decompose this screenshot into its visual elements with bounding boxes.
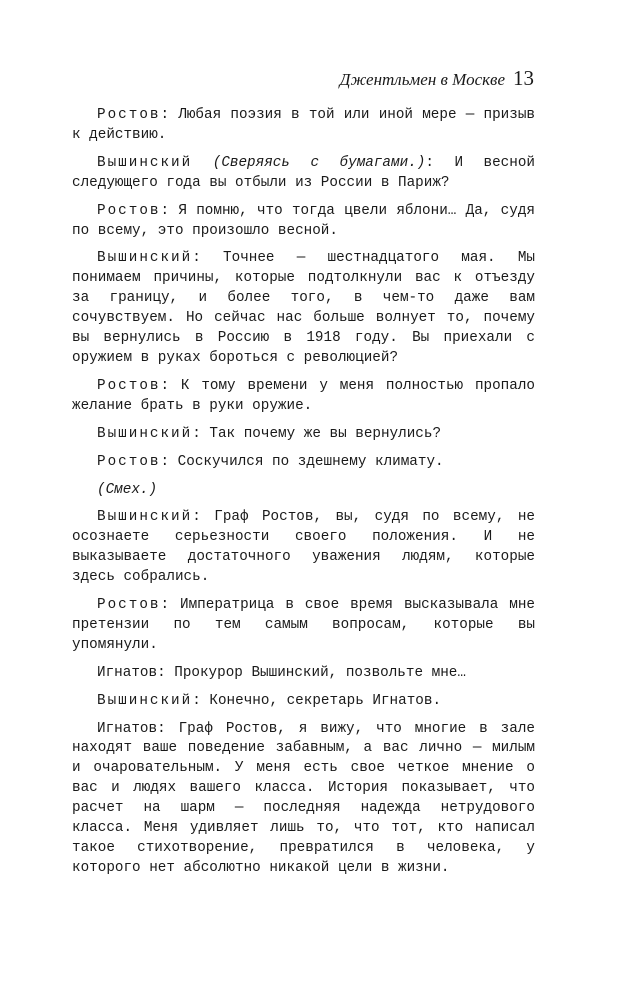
speech-text: Я помню, что тогда цвели яблони… Да, судя по всему, это произошло весной. <box>72 202 535 239</box>
speaker-name: Вышинский <box>97 425 193 442</box>
speaker-name: Игнатов <box>97 664 158 681</box>
stage-direction: (Сверяясь с бумагами.) <box>212 154 426 171</box>
separator: : <box>192 250 224 267</box>
speech-text: Соскучился по здешнему климату. <box>177 453 444 470</box>
separator: : <box>160 377 181 394</box>
running-head <box>340 66 534 96</box>
paragraph <box>72 106 535 146</box>
running-head-title: Джентльмен в Москве <box>339 70 505 89</box>
paragraph <box>72 720 535 879</box>
speaker-name: Вышинский <box>97 509 193 526</box>
speaker-name: Ростов <box>97 377 161 394</box>
separator: : <box>157 664 175 681</box>
speech-text: К тому времени у меня полностью пропало желание брать в руки оружие. <box>72 377 535 414</box>
stage-direction: (Смех.) <box>97 481 158 498</box>
paragraph <box>72 249 535 368</box>
paragraph <box>72 664 535 684</box>
speech-text: Любая поэзия в той или иной мере — призыв к действию. <box>72 107 535 143</box>
speaker-name: Вышинский <box>97 692 193 709</box>
speaker-name: Ростов <box>97 202 161 219</box>
paragraph <box>72 596 535 656</box>
separator: : <box>425 154 455 171</box>
speech-text: Конечно, секретарь Игнатов. <box>209 692 442 709</box>
speech-text: Так почему же вы вернулись? <box>209 425 442 442</box>
paragraph <box>72 202 535 242</box>
speaker-name: Вышинский <box>97 154 193 171</box>
speaker-name: Ростов <box>97 597 161 614</box>
speaker-name: Игнатов <box>97 720 158 737</box>
speech-text: И весной следующего года вы отбыли из России в Париж? <box>72 154 535 191</box>
separator: : <box>160 597 181 614</box>
paragraph <box>72 425 535 445</box>
paragraph <box>72 508 535 588</box>
speaker-name: Ростов <box>97 107 161 123</box>
separator: : <box>192 425 210 442</box>
transcript-text <box>72 106 535 879</box>
paragraph <box>72 692 535 712</box>
speech-text: Точнее — шестнадцатого мая. Мы понимаем причины, которые подтолкнули вас к отъезду за границу, и более того, в чем-то даже вам сочувствуем. Но сейчас нас больше волнует то, почему вы вернулись в Россию в 1918 году. Вы приехали с оружием в руках бороться с революцией? <box>72 250 535 366</box>
paragraph <box>72 154 535 194</box>
separator: : <box>160 202 179 219</box>
separator: : <box>160 107 179 123</box>
separator: : <box>157 720 179 737</box>
page-number: 13 <box>513 66 534 90</box>
paragraph <box>72 453 535 473</box>
speaker-name: Ростов <box>97 453 161 470</box>
separator: : <box>160 453 178 470</box>
speech-text: Императрица в свое время высказывала мне претензии по тем самым вопросам, которые вы упомянули. <box>72 597 535 653</box>
separator: : <box>192 692 210 709</box>
speech-text: Граф Ростов, вы, судя по всему, не осознаете серьезности своего положения. И не выказываете достаточного уважения людям, которые здесь собрались. <box>72 509 535 586</box>
speaker-name: Вышинский <box>97 250 193 267</box>
paragraph <box>72 481 535 501</box>
paragraph <box>72 377 535 417</box>
speech-text: Граф Ростов, я вижу, что многие в зале находят ваше поведение забавным, а вас лично — милым и очаровательным. У меня есть свое четкое мнение о вас и людях вашего класса. История показывает, что расчет на шарм — последняя надежда нетрудового класса. Меня удивляет лишь то, что тот, кто написал такое стихотворение, превратился в человека, у которого нет абсолютно никакой цели в жизни. <box>72 720 535 876</box>
speech-text: Прокурор Вышинский, позвольте мне… <box>174 664 466 681</box>
separator: : <box>192 509 215 526</box>
